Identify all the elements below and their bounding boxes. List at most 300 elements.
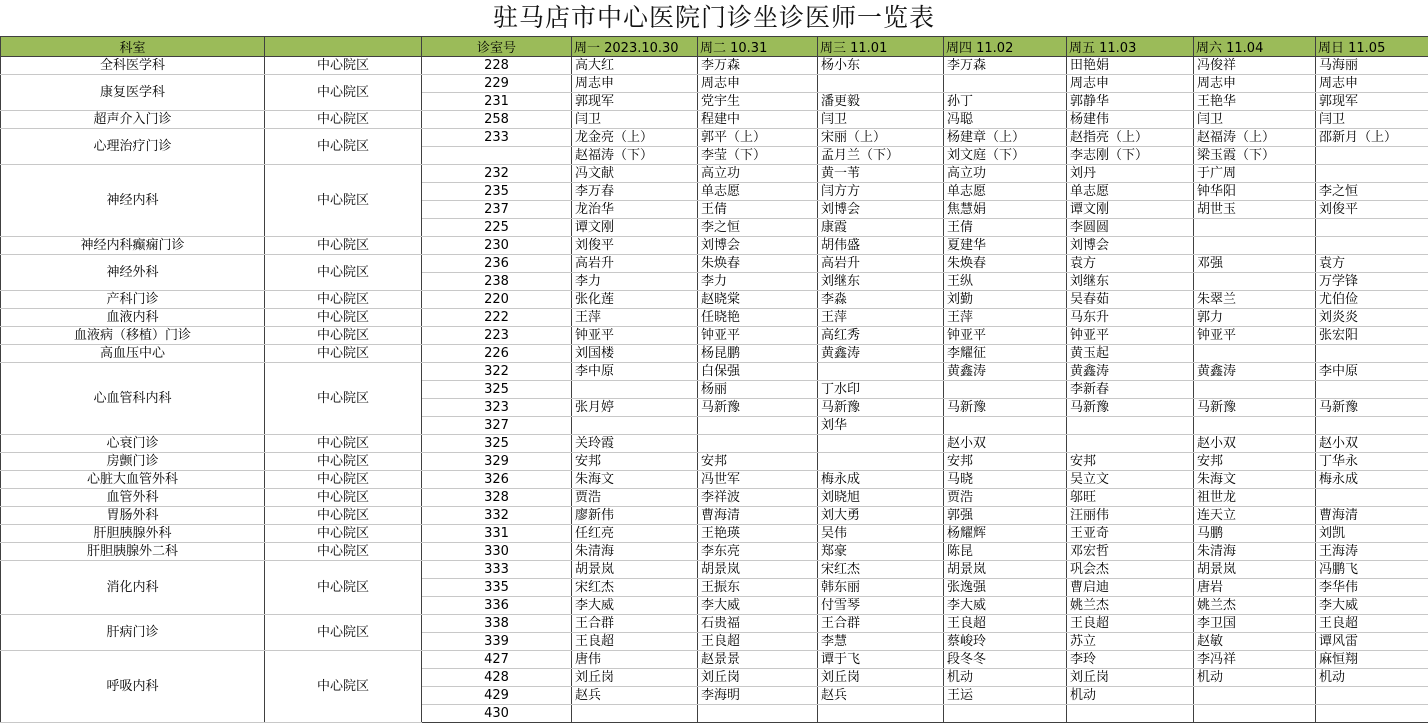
doctor-cell: 冯俊祥: [1194, 57, 1316, 75]
doctor-cell: 潘更毅: [818, 93, 944, 111]
department-cell: 肝胆胰腺外二科: [1, 543, 265, 561]
doctor-cell: 胡景岚: [944, 561, 1067, 579]
doctor-cell: 于广周: [1194, 165, 1316, 183]
room-cell: 238: [422, 273, 572, 291]
doctor-cell: 梁玉霞（下）: [1194, 147, 1316, 165]
doctor-cell: 贾浩: [572, 489, 698, 507]
doctor-cell: 郭力: [1194, 309, 1316, 327]
doctor-cell: 王良超: [1316, 615, 1428, 633]
doctor-cell: 李莹（下）: [698, 147, 818, 165]
table-row: [1, 525, 1428, 543]
doctor-cell: 谭于飞: [818, 651, 944, 669]
department-cell: 神经外科: [1, 255, 265, 291]
doctor-cell: 刘大勇: [818, 507, 944, 525]
room-cell: 223: [422, 327, 572, 345]
doctor-cell: 杨昆鹏: [698, 345, 818, 363]
table-row: [1, 309, 1428, 327]
doctor-cell: 杨建章（上）: [944, 129, 1067, 147]
doctor-cell: 安邦: [1067, 453, 1194, 471]
header-row: [1, 37, 1428, 57]
doctor-cell: 李玲: [1067, 651, 1194, 669]
doctor-cell: 贾浩: [944, 489, 1067, 507]
doctor-cell: 吴春茹: [1067, 291, 1194, 309]
district-cell: 中心院区: [265, 453, 422, 471]
doctor-cell: [572, 705, 698, 723]
district-cell: 中心院区: [265, 129, 422, 165]
doctor-cell: 朱清海: [1194, 543, 1316, 561]
doctor-cell: 高立功: [944, 165, 1067, 183]
table-row: [1, 453, 1428, 471]
doctor-cell: 李耀征: [944, 345, 1067, 363]
doctor-cell: 王萍: [944, 309, 1067, 327]
doctor-cell: 梅永成: [1316, 471, 1428, 489]
doctor-cell: 吴立文: [1067, 471, 1194, 489]
doctor-cell: 高红秀: [818, 327, 944, 345]
department-cell: 心衰门诊: [1, 435, 265, 453]
doctor-cell: 机动: [1316, 669, 1428, 687]
page-title: 驻马店市中心医院门诊坐诊医师一览表: [492, 3, 935, 32]
doctor-cell: 马鹏: [1194, 525, 1316, 543]
room-cell: 333: [422, 561, 572, 579]
doctor-cell: [1194, 687, 1316, 705]
doctor-cell: 赵福涛（上）: [1194, 129, 1316, 147]
column-header-saturday: 周六 11.04: [1194, 37, 1316, 57]
doctor-cell: 钟亚平: [1067, 327, 1194, 345]
doctor-cell: 赵小双: [944, 435, 1067, 453]
room-cell: [422, 147, 572, 165]
column-header-wednesday: 周三 11.01: [818, 37, 944, 57]
doctor-cell: 曹海清: [698, 507, 818, 525]
doctor-cell: 赵小双: [1194, 435, 1316, 453]
doctor-cell: 李志刚（下）: [1067, 147, 1194, 165]
room-cell: 258: [422, 111, 572, 129]
room-cell: 222: [422, 309, 572, 327]
doctor-cell: 宋红杰: [572, 579, 698, 597]
room-cell: 235: [422, 183, 572, 201]
doctor-cell: [1194, 381, 1316, 399]
doctor-cell: 宋红杰: [818, 561, 944, 579]
doctor-cell: [698, 417, 818, 435]
doctor-cell: 王倩: [944, 219, 1067, 237]
doctor-cell: 杨小东: [818, 57, 944, 75]
district-cell: 中心院区: [265, 165, 422, 237]
doctor-cell: 朱焕春: [698, 255, 818, 273]
department-cell: 肝胆胰腺外科: [1, 525, 265, 543]
district-cell: 中心院区: [265, 327, 422, 345]
room-cell: 237: [422, 201, 572, 219]
doctor-cell: [1194, 417, 1316, 435]
doctor-cell: [818, 75, 944, 93]
doctor-cell: [698, 435, 818, 453]
doctor-cell: 王艳华: [1194, 93, 1316, 111]
doctor-cell: [1316, 417, 1428, 435]
doctor-cell: 刘丘岗: [1067, 669, 1194, 687]
doctor-cell: 李大威: [944, 597, 1067, 615]
doctor-cell: 李力: [572, 273, 698, 291]
doctor-cell: 刘晓旭: [818, 489, 944, 507]
department-cell: 超声介入门诊: [1, 111, 265, 129]
doctor-cell: 周志申: [1067, 75, 1194, 93]
doctor-cell: 李大威: [572, 597, 698, 615]
doctor-cell: 胡景岚: [698, 561, 818, 579]
doctor-cell: 胡伟盛: [818, 237, 944, 255]
doctor-cell: 李祥波: [698, 489, 818, 507]
doctor-cell: 李之恒: [1316, 183, 1428, 201]
schedule-table: [0, 36, 1428, 723]
doctor-cell: 马新豫: [944, 399, 1067, 417]
table-row: [1, 363, 1428, 381]
doctor-cell: [1194, 219, 1316, 237]
doctor-cell: 郭静华: [1067, 93, 1194, 111]
doctor-cell: 刘继东: [818, 273, 944, 291]
department-cell: 血管外科: [1, 489, 265, 507]
doctor-cell: 黄玉起: [1067, 345, 1194, 363]
doctor-cell: 苏立: [1067, 633, 1194, 651]
doctor-cell: 李之恒: [698, 219, 818, 237]
doctor-cell: 机动: [1067, 687, 1194, 705]
doctor-cell: 赵敏: [1194, 633, 1316, 651]
district-cell: 中心院区: [265, 489, 422, 507]
doctor-cell: 孟月兰（下）: [818, 147, 944, 165]
doctor-cell: 杨建伟: [1067, 111, 1194, 129]
doctor-cell: [1316, 219, 1428, 237]
doctor-cell: 刘俊平: [1316, 201, 1428, 219]
doctor-cell: 田艳娟: [1067, 57, 1194, 75]
doctor-cell: 安邦: [698, 453, 818, 471]
room-cell: 230: [422, 237, 572, 255]
doctor-cell: 赵景景: [698, 651, 818, 669]
room-cell: 339: [422, 633, 572, 651]
room-cell: 325: [422, 381, 572, 399]
doctor-cell: 赵小双: [1316, 435, 1428, 453]
doctor-cell: 朱海文: [572, 471, 698, 489]
department-cell: 产科门诊: [1, 291, 265, 309]
doctor-cell: 邵新月（上）: [1316, 129, 1428, 147]
doctor-cell: [1316, 345, 1428, 363]
doctor-cell: 任红亮: [572, 525, 698, 543]
department-cell: 血液病（移植）门诊: [1, 327, 265, 345]
table-row: [1, 489, 1428, 507]
doctor-cell: 孙丁: [944, 93, 1067, 111]
doctor-cell: 龙治华: [572, 201, 698, 219]
doctor-cell: 龙金亮（上）: [572, 129, 698, 147]
doctor-cell: 闫卫: [1194, 111, 1316, 129]
doctor-cell: 王合群: [572, 615, 698, 633]
room-cell: 336: [422, 597, 572, 615]
doctor-cell: 李万森: [944, 57, 1067, 75]
table-row: [1, 111, 1428, 129]
district-cell: 中心院区: [265, 651, 422, 723]
doctor-cell: 高岩升: [818, 255, 944, 273]
room-cell: 329: [422, 453, 572, 471]
doctor-cell: 杨耀辉: [944, 525, 1067, 543]
doctor-cell: [1067, 435, 1194, 453]
doctor-cell: 安邦: [944, 453, 1067, 471]
doctor-cell: 刘丘岗: [698, 669, 818, 687]
room-cell: 322: [422, 363, 572, 381]
room-cell: 327: [422, 417, 572, 435]
doctor-cell: 郑豪: [818, 543, 944, 561]
room-cell: 331: [422, 525, 572, 543]
doctor-cell: 唐岩: [1194, 579, 1316, 597]
doctor-cell: 王良超: [698, 633, 818, 651]
doctor-cell: 廖新伟: [572, 507, 698, 525]
doctor-cell: [818, 705, 944, 723]
doctor-cell: [1194, 345, 1316, 363]
room-cell: 338: [422, 615, 572, 633]
room-cell: 231: [422, 93, 572, 111]
table-row: [1, 237, 1428, 255]
doctor-cell: 刘博会: [698, 237, 818, 255]
doctor-cell: 曹启迪: [1067, 579, 1194, 597]
doctor-cell: 马新豫: [818, 399, 944, 417]
district-cell: 中心院区: [265, 435, 422, 453]
doctor-cell: 万学锋: [1316, 273, 1428, 291]
doctor-cell: 李新春: [1067, 381, 1194, 399]
doctor-cell: [818, 435, 944, 453]
department-cell: 神经内科癫痫门诊: [1, 237, 265, 255]
doctor-cell: 石贵福: [698, 615, 818, 633]
doctor-cell: 姚兰杰: [1067, 597, 1194, 615]
doctor-cell: 黄一苇: [818, 165, 944, 183]
doctor-cell: 邓强: [1194, 255, 1316, 273]
doctor-cell: [1316, 237, 1428, 255]
doctor-cell: 王运: [944, 687, 1067, 705]
column-header-district: [265, 37, 422, 57]
room-cell: 229: [422, 75, 572, 93]
column-header-sunday: 周日 11.05: [1316, 37, 1428, 57]
column-header-department: 科室: [1, 37, 265, 57]
doctor-cell: 关玲霞: [572, 435, 698, 453]
doctor-cell: 王合群: [818, 615, 944, 633]
doctor-cell: 赵指亮（上）: [1067, 129, 1194, 147]
room-cell: 220: [422, 291, 572, 309]
department-cell: 房颤门诊: [1, 453, 265, 471]
doctor-cell: [818, 453, 944, 471]
doctor-cell: 赵晓棠: [698, 291, 818, 309]
district-cell: 中心院区: [265, 255, 422, 291]
doctor-cell: 党宇生: [698, 93, 818, 111]
doctor-cell: 机动: [944, 669, 1067, 687]
district-cell: 中心院区: [265, 363, 422, 435]
doctor-cell: 李华伟: [1316, 579, 1428, 597]
doctor-cell: 钟亚平: [944, 327, 1067, 345]
room-cell: 232: [422, 165, 572, 183]
doctor-cell: 巩会杰: [1067, 561, 1194, 579]
doctor-cell: 谭文刚: [572, 219, 698, 237]
doctor-cell: 曹海清: [1316, 507, 1428, 525]
department-cell: 心脏大血管外科: [1, 471, 265, 489]
doctor-cell: 王良超: [572, 633, 698, 651]
doctor-cell: 付雪琴: [818, 597, 944, 615]
department-cell: 心血管科内科: [1, 363, 265, 435]
room-cell: 225: [422, 219, 572, 237]
doctor-cell: 闫卫: [818, 111, 944, 129]
department-cell: 肝病门诊: [1, 615, 265, 651]
doctor-cell: 黄鑫涛: [944, 363, 1067, 381]
department-cell: 神经内科: [1, 165, 265, 237]
doctor-cell: 单志愿: [944, 183, 1067, 201]
district-cell: 中心院区: [265, 543, 422, 561]
department-cell: 消化内科: [1, 561, 265, 615]
doctor-cell: 马海丽: [1316, 57, 1428, 75]
column-header-thursday: 周四 11.02: [944, 37, 1067, 57]
doctor-cell: 连天立: [1194, 507, 1316, 525]
doctor-cell: 韩东丽: [818, 579, 944, 597]
doctor-cell: 麻恒翔: [1316, 651, 1428, 669]
doctor-cell: 闫卫: [572, 111, 698, 129]
district-cell: 中心院区: [265, 309, 422, 327]
district-cell: 中心院区: [265, 345, 422, 363]
doctor-cell: 马东升: [1067, 309, 1194, 327]
doctor-cell: [1194, 705, 1316, 723]
doctor-cell: 周志申: [572, 75, 698, 93]
doctor-cell: 刘勤: [944, 291, 1067, 309]
doctor-cell: 谭风雷: [1316, 633, 1428, 651]
doctor-cell: [1316, 489, 1428, 507]
table-row: [1, 435, 1428, 453]
room-cell: 233: [422, 129, 572, 147]
doctor-cell: 丁华永: [1316, 453, 1428, 471]
department-cell: 高血压中心: [1, 345, 265, 363]
district-cell: 中心院区: [265, 291, 422, 309]
doctor-cell: 冯鹏飞: [1316, 561, 1428, 579]
doctor-cell: [1316, 705, 1428, 723]
doctor-cell: 胡世玉: [1194, 201, 1316, 219]
doctor-cell: 朱焕春: [944, 255, 1067, 273]
doctor-cell: 黄鑫涛: [818, 345, 944, 363]
doctor-cell: 刘华: [818, 417, 944, 435]
doctor-cell: [572, 417, 698, 435]
doctor-cell: 郭强: [944, 507, 1067, 525]
doctor-cell: 陈昆: [944, 543, 1067, 561]
doctor-cell: 安邦: [1194, 453, 1316, 471]
doctor-cell: 高立功: [698, 165, 818, 183]
doctor-cell: 李万森: [698, 57, 818, 75]
column-header-monday: 周一 2023.10.30: [572, 37, 698, 57]
doctor-cell: 王艳瑛: [698, 525, 818, 543]
doctor-cell: 焦慧娟: [944, 201, 1067, 219]
doctor-cell: 邓宏哲: [1067, 543, 1194, 561]
doctor-cell: 王良超: [1067, 615, 1194, 633]
doctor-cell: 钟亚平: [1194, 327, 1316, 345]
doctor-cell: 闫方方: [818, 183, 944, 201]
doctor-cell: 王良超: [944, 615, 1067, 633]
room-cell: 430: [422, 705, 572, 723]
doctor-cell: 郭现军: [1316, 93, 1428, 111]
doctor-cell: 王振东: [698, 579, 818, 597]
room-cell: 323: [422, 399, 572, 417]
doctor-cell: 赵福涛（下）: [572, 147, 698, 165]
doctor-cell: 刘丹: [1067, 165, 1194, 183]
table-row: [1, 255, 1428, 273]
doctor-cell: [944, 75, 1067, 93]
department-cell: 胃肠外科: [1, 507, 265, 525]
doctor-cell: [1316, 165, 1428, 183]
doctor-cell: [1316, 687, 1428, 705]
doctor-cell: 袁方: [1316, 255, 1428, 273]
doctor-cell: [698, 705, 818, 723]
doctor-cell: 周志申: [1194, 75, 1316, 93]
column-header-tuesday: 周二 10.31: [698, 37, 818, 57]
doctor-cell: 冯聪: [944, 111, 1067, 129]
schedule-body: [1, 57, 1428, 723]
table-row: [1, 561, 1428, 579]
doctor-cell: 李大威: [1316, 597, 1428, 615]
doctor-cell: 马晓: [944, 471, 1067, 489]
doctor-cell: [1067, 417, 1194, 435]
doctor-cell: 姚兰杰: [1194, 597, 1316, 615]
doctor-cell: 段冬冬: [944, 651, 1067, 669]
doctor-cell: [1067, 705, 1194, 723]
doctor-cell: 机动: [1194, 669, 1316, 687]
doctor-cell: 单志愿: [1067, 183, 1194, 201]
table-row: [1, 75, 1428, 93]
district-cell: 中心院区: [265, 525, 422, 543]
department-cell: 心理治疗门诊: [1, 129, 265, 165]
doctor-cell: 钟亚平: [698, 327, 818, 345]
table-row: [1, 471, 1428, 489]
doctor-cell: 张宏阳: [1316, 327, 1428, 345]
doctor-cell: 冯世军: [698, 471, 818, 489]
doctor-cell: 王倩: [698, 201, 818, 219]
table-row: [1, 327, 1428, 345]
room-cell: 226: [422, 345, 572, 363]
doctor-cell: 夏建华: [944, 237, 1067, 255]
doctor-cell: 吴伟: [818, 525, 944, 543]
table-row: [1, 345, 1428, 363]
doctor-cell: 王萍: [572, 309, 698, 327]
doctor-cell: 王海涛: [1316, 543, 1428, 561]
district-cell: 中心院区: [265, 237, 422, 255]
doctor-cell: 刘俊平: [572, 237, 698, 255]
doctor-cell: [818, 363, 944, 381]
doctor-cell: 祖世龙: [1194, 489, 1316, 507]
room-cell: 228: [422, 57, 572, 75]
doctor-cell: 李中原: [1316, 363, 1428, 381]
district-cell: 中心院区: [265, 507, 422, 525]
doctor-cell: 胡景岚: [1194, 561, 1316, 579]
doctor-cell: 刘丘岗: [818, 669, 944, 687]
table-row: [1, 651, 1428, 669]
doctor-cell: 李中原: [572, 363, 698, 381]
doctor-cell: 李海明: [698, 687, 818, 705]
table-row: [1, 291, 1428, 309]
doctor-cell: 杨丽: [698, 381, 818, 399]
doctor-cell: 单志愿: [698, 183, 818, 201]
department-cell: 呼吸内科: [1, 651, 265, 723]
doctor-cell: 王亚奇: [1067, 525, 1194, 543]
doctor-cell: 李圆圆: [1067, 219, 1194, 237]
doctor-cell: 刘博会: [818, 201, 944, 219]
doctor-cell: 唐伟: [572, 651, 698, 669]
room-cell: 236: [422, 255, 572, 273]
doctor-cell: 马新豫: [1194, 399, 1316, 417]
table-row: [1, 165, 1428, 183]
table-row: [1, 57, 1428, 75]
table-row: [1, 129, 1428, 147]
district-cell: 中心院区: [265, 615, 422, 651]
doctor-cell: [1194, 237, 1316, 255]
doctor-cell: [1316, 381, 1428, 399]
doctor-cell: 周志申: [1316, 75, 1428, 93]
doctor-cell: [944, 381, 1067, 399]
table-row: [1, 507, 1428, 525]
doctor-cell: 刘凯: [1316, 525, 1428, 543]
doctor-cell: 马新豫: [698, 399, 818, 417]
doctor-cell: 钟华阳: [1194, 183, 1316, 201]
doctor-cell: 郭平（上）: [698, 129, 818, 147]
